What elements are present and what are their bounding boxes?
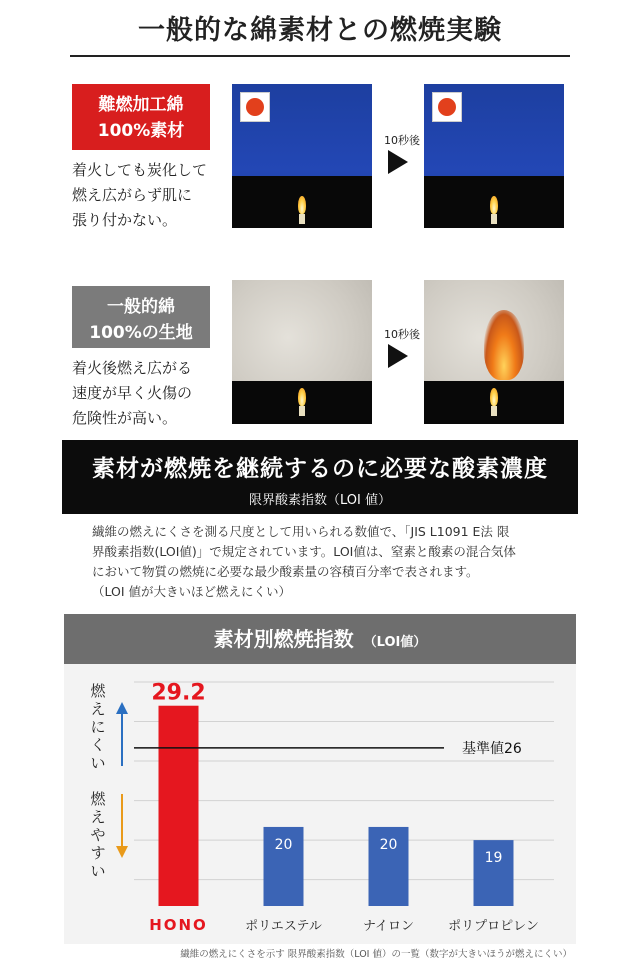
bar-0 bbox=[159, 706, 199, 906]
page-title: 一般的な綿素材との燃焼実験 bbox=[138, 15, 502, 46]
more-flammable-annotation bbox=[90, 790, 106, 880]
cotton-description bbox=[72, 356, 222, 431]
desc-line: 速度が早く火傷の bbox=[72, 384, 193, 402]
annotation-char: 燃 bbox=[90, 790, 106, 808]
explanation-line: 繊維の燃えにくさを測る尺度として用いられる数値で、「JIS L1091 E法 限 bbox=[92, 524, 510, 539]
annotation-char: え bbox=[90, 808, 106, 826]
retardant-before-photo bbox=[232, 84, 372, 228]
flame-retardant-badge bbox=[72, 84, 210, 150]
bar-value-label: 19 bbox=[484, 850, 503, 867]
flame-retardant-description bbox=[72, 158, 222, 233]
explanation-line: （LOI 値が大きいほど燃えにくい） bbox=[92, 584, 292, 599]
annotation-char: に bbox=[90, 718, 106, 736]
burning-flame-icon bbox=[484, 310, 524, 380]
after-10s-label: 10秒後 bbox=[384, 134, 420, 147]
retardant-after-photo bbox=[424, 84, 564, 228]
loi-bar-chart bbox=[64, 664, 576, 944]
category-label: ポリエステル bbox=[245, 919, 322, 934]
annotation-char: 燃 bbox=[90, 682, 106, 700]
banner-title: 素材が燃焼を継続するのに必要な酸素濃度 bbox=[92, 456, 548, 482]
oxygen-banner bbox=[62, 440, 578, 514]
annotation-char: す bbox=[90, 844, 106, 862]
explanation-line: 界酸素指数(LOI値)」で規定されています。LOI値は、窒素と酸素の混合気体 bbox=[92, 544, 516, 559]
badge-line-1: 難燃加工綿 bbox=[98, 95, 184, 115]
annotation-char: い bbox=[90, 754, 106, 772]
badge-line-2: 100%素材 bbox=[97, 121, 185, 141]
category-label: ナイロン bbox=[362, 919, 415, 934]
chart-caption: 繊維の燃えにくさを示す 限界酸素指数（LOI 値）の一覧（数字が大きいほうが燃えにくい） bbox=[180, 949, 572, 960]
cotton-before-photo bbox=[232, 280, 372, 424]
loi-explanation bbox=[92, 522, 562, 602]
category-label: HONO bbox=[149, 916, 208, 934]
desc-line: 張り付かない。 bbox=[72, 211, 178, 229]
bar-value-label: 20 bbox=[274, 836, 293, 853]
chart-title: 素材別燃焼指数 bbox=[213, 627, 354, 651]
annotation-char: や bbox=[90, 826, 106, 844]
explanation-line: において物質の燃焼に必要な最少酸素量の容積百分率で表されます。 bbox=[92, 564, 479, 579]
after-10s-label: 10秒後 bbox=[384, 328, 420, 341]
title-underline bbox=[70, 55, 570, 57]
less-flammable-annotation bbox=[90, 682, 106, 772]
annotation-char: く bbox=[90, 736, 106, 754]
brand-logo-icon bbox=[432, 92, 462, 122]
cotton-badge bbox=[72, 286, 210, 348]
annotation-char: い bbox=[90, 862, 106, 880]
arrow-right-icon bbox=[388, 150, 408, 174]
cotton-after-photo bbox=[424, 280, 564, 424]
desc-line: 危険性が高い。 bbox=[72, 409, 178, 427]
annotation-char: え bbox=[90, 700, 106, 718]
arrow-down-head-icon bbox=[116, 846, 128, 858]
bar-value-label: 20 bbox=[379, 836, 398, 853]
badge-line-1: 一般的綿 bbox=[107, 297, 175, 317]
desc-line: 着火後燃え広がる bbox=[72, 359, 193, 377]
bar-value-label: 29.2 bbox=[151, 680, 206, 706]
chart-header bbox=[64, 614, 576, 664]
reference-line-label: 基準値26 bbox=[462, 740, 522, 757]
chart-subtitle: （LOI値） bbox=[363, 635, 427, 650]
desc-line: 着火しても炭化して bbox=[72, 161, 208, 179]
desc-line: 燃え広がらず肌に bbox=[72, 186, 193, 204]
banner-subtitle: 限界酸素指数（LOI 値） bbox=[249, 493, 391, 508]
arrow-right-icon bbox=[388, 344, 408, 368]
category-label: ポリプロピレン bbox=[448, 919, 539, 934]
brand-logo-icon bbox=[240, 92, 270, 122]
badge-line-2: 100%の生地 bbox=[89, 323, 193, 343]
arrow-up-head-icon bbox=[116, 702, 128, 714]
